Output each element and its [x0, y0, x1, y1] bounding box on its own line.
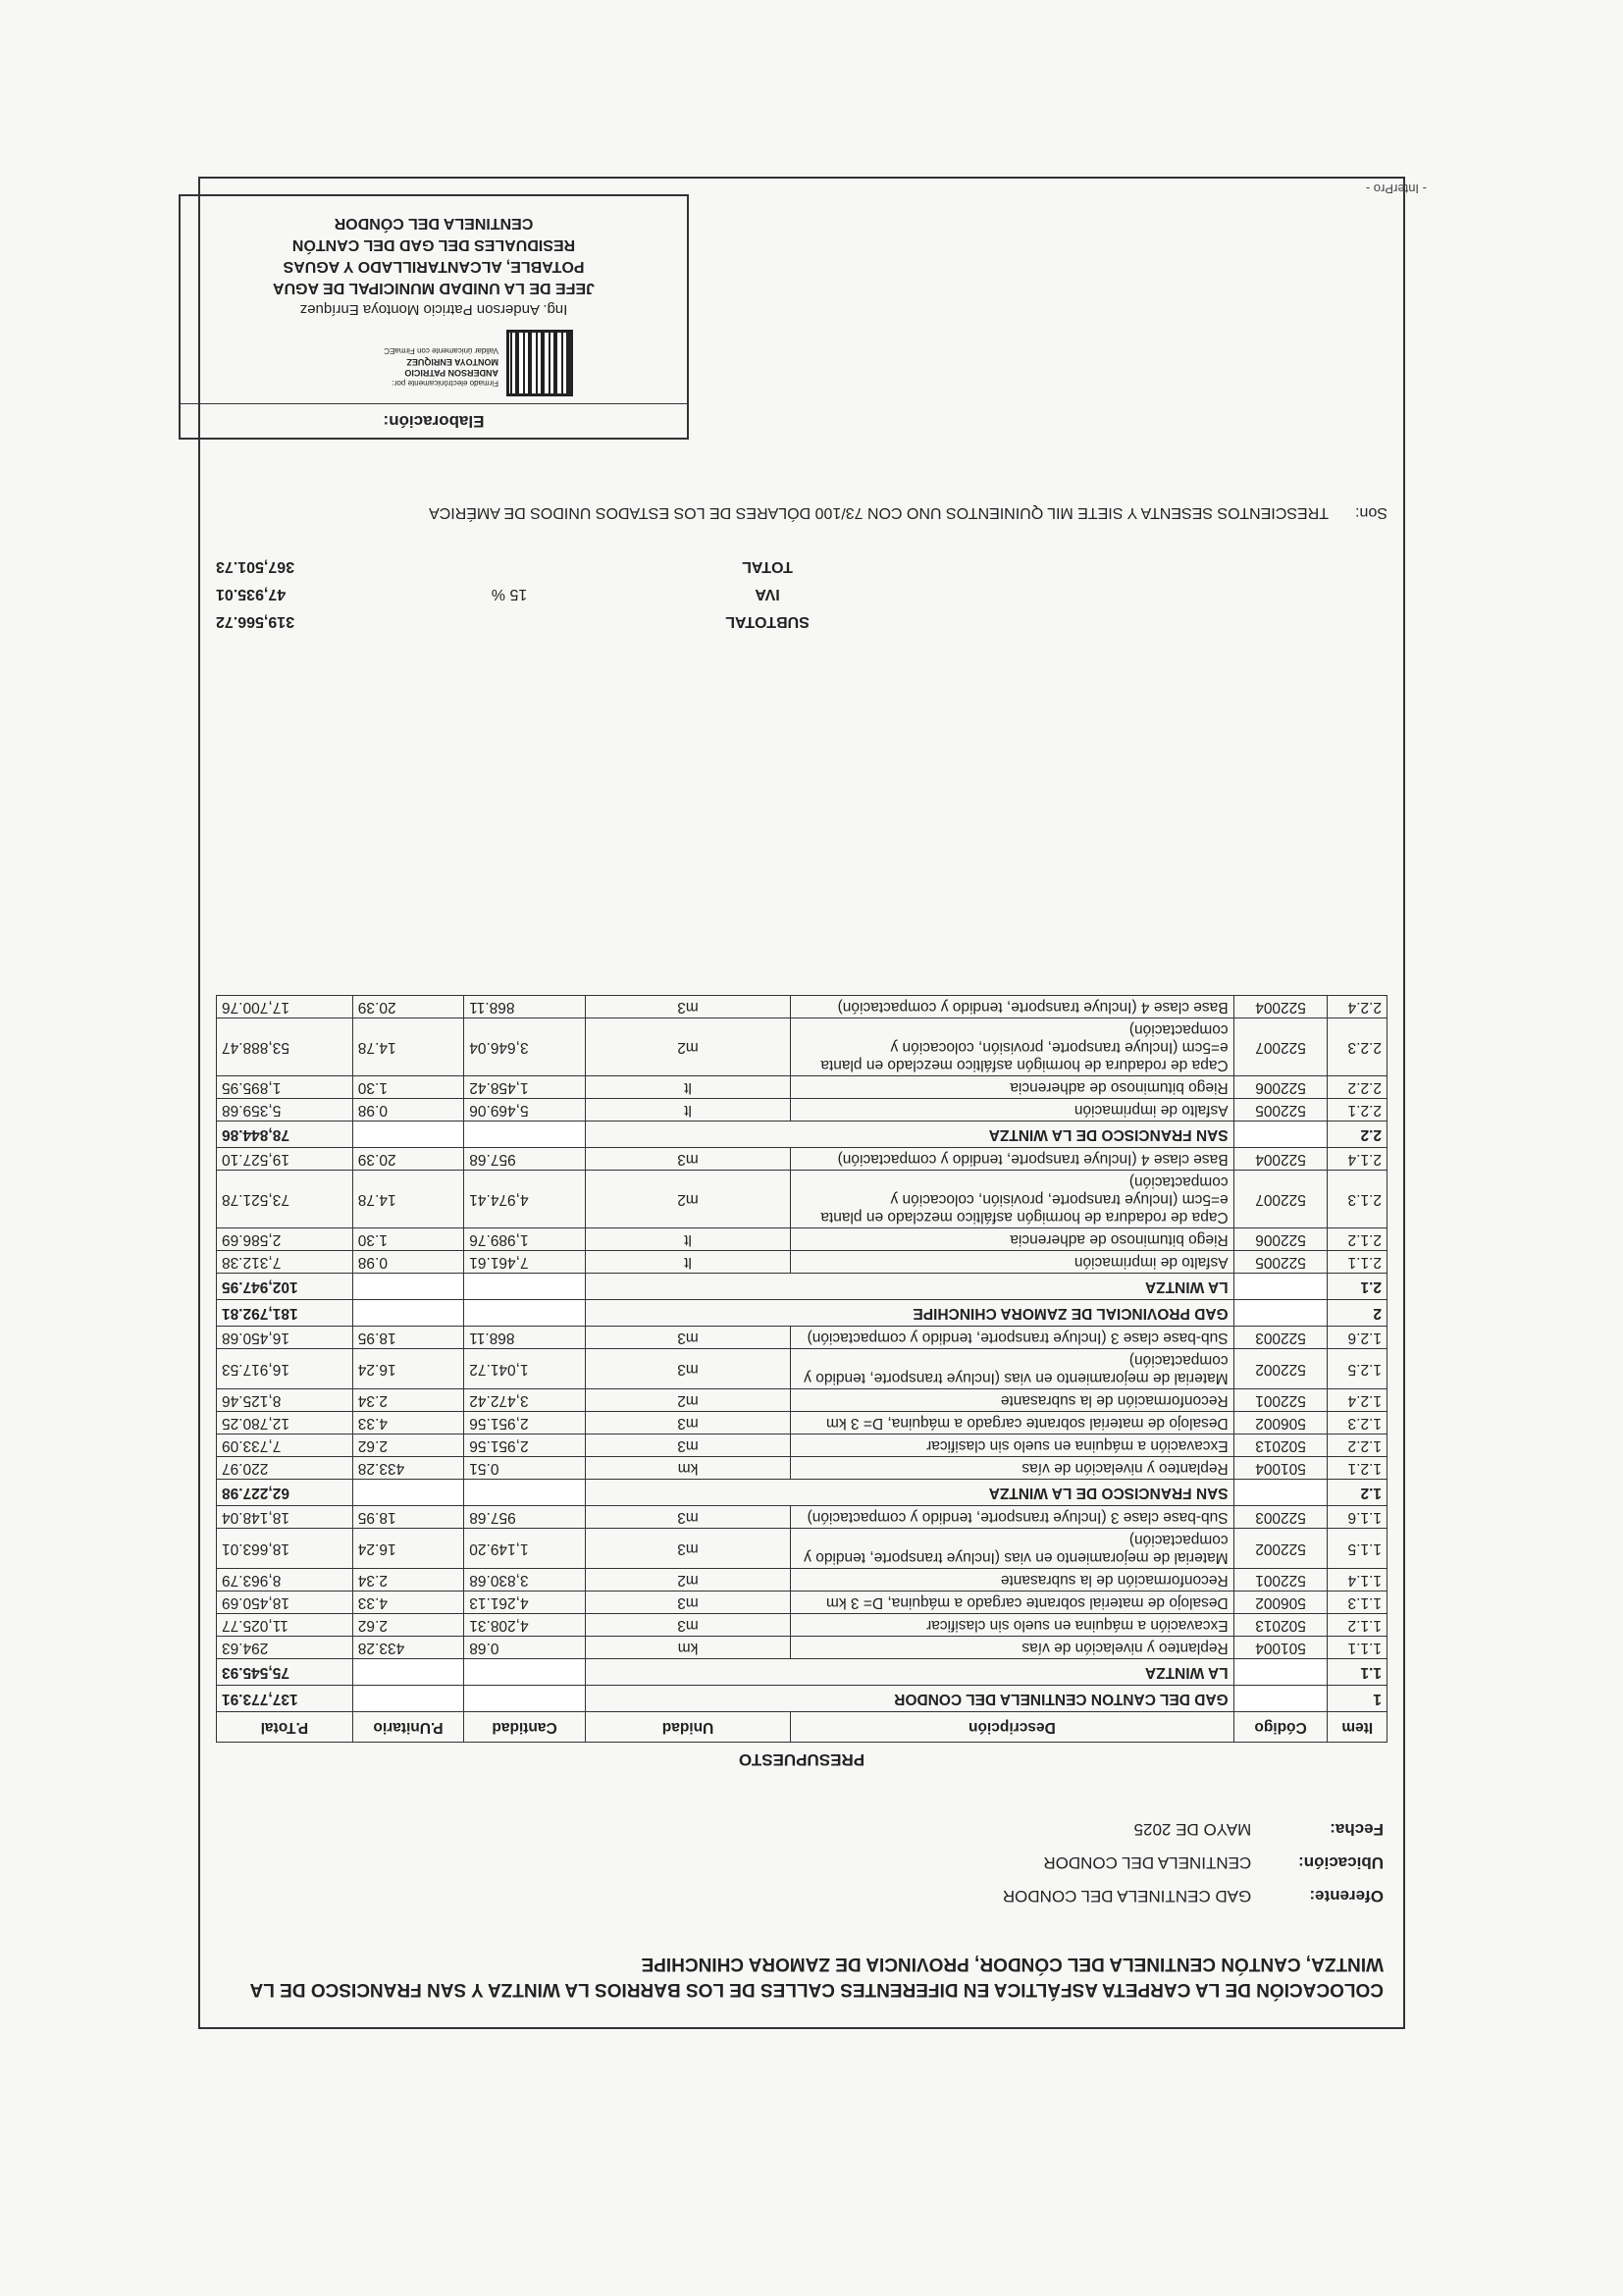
row-item: 2.1.4	[1328, 1148, 1387, 1171]
row-description: Excavación a máquina en suelo sin clasificar	[791, 1435, 1233, 1457]
row-description: Asfalto de imprimación	[791, 1099, 1233, 1122]
row-unit-price: 2.34	[352, 1389, 463, 1412]
signer-title-1: JEFE DE LA UNIDAD MUNICIPAL DE AGUA	[273, 280, 596, 296]
row-unit: m2	[585, 1171, 790, 1228]
row-code: 502013	[1233, 1435, 1328, 1457]
row-quantity: 3,830.68	[464, 1569, 586, 1592]
row-description: Excavación a máquina en suelo sin clasificar	[791, 1614, 1233, 1637]
header-unidad: Unidad	[585, 1712, 790, 1743]
signer-block	[181, 212, 687, 320]
row-unit: lt	[585, 1076, 790, 1099]
row-pu-blank	[352, 1122, 463, 1148]
qr-caption-line-2: ANDERSON PATRICIO	[404, 368, 498, 378]
row-quantity: 868.11	[464, 1327, 586, 1349]
group-row	[217, 1659, 1387, 1686]
row-item: 2.2.2	[1328, 1076, 1387, 1099]
group-description: LA WINTZA	[585, 1659, 1233, 1686]
row-item: 2.1.1	[1328, 1251, 1387, 1274]
row-code: 522001	[1233, 1389, 1328, 1412]
header-item: Item	[1328, 1712, 1387, 1743]
row-item: 1.1.3	[1328, 1592, 1387, 1614]
row-total: 8,963.79	[217, 1569, 353, 1592]
row-item: 1.2.6	[1328, 1327, 1387, 1349]
row-total: 73,521.78	[217, 1171, 353, 1228]
row-item: 1.2.2	[1328, 1435, 1387, 1457]
header-codigo: Código	[1233, 1712, 1328, 1743]
group-row	[217, 1480, 1387, 1506]
row-code: 501004	[1233, 1637, 1328, 1659]
row-code-blank	[1233, 1480, 1328, 1506]
row-quantity: 957.68	[464, 1506, 586, 1529]
row-quantity: 4,974.41	[464, 1171, 586, 1228]
row-pu-blank	[352, 1480, 463, 1506]
row-description: Asfalto de imprimación	[791, 1251, 1233, 1274]
iva-label: IVA	[755, 586, 780, 602]
row-code-blank	[1233, 1122, 1328, 1148]
row-code: 506002	[1233, 1412, 1328, 1435]
budget-table	[216, 995, 1387, 1743]
row-qty-blank	[464, 1300, 586, 1327]
row-unit: m3	[585, 1506, 790, 1529]
row-total: 18,450.69	[217, 1592, 353, 1614]
row-total: 16,450.68	[217, 1327, 353, 1349]
row-item: 2.2.3	[1328, 1018, 1387, 1076]
group-row	[217, 1274, 1387, 1300]
group-description: SAN FRANCISCO DE LA WINTZA	[585, 1122, 1233, 1148]
row-description: Replanteo y nivelación de vías	[791, 1457, 1233, 1480]
qr-caption-line-3: MONTOYA ENRIQUEZ	[406, 357, 498, 367]
row-code: 502013	[1233, 1614, 1328, 1637]
row-code: 506002	[1233, 1592, 1328, 1614]
row-description: Capa de rodadura de hormigón asfáltico mezclado en planta e=5cm (Incluye transporte, provisión, colocación y compactación)	[791, 1018, 1233, 1076]
table-row	[217, 1457, 1387, 1480]
interpro-header: - InterPro -	[1365, 182, 1427, 196]
row-unit-price: 1.30	[352, 1228, 463, 1251]
row-description: Sub-base clase 3 (Incluye transporte, tendido y compactación)	[791, 1327, 1233, 1349]
ubicacion-value: CENTINELA DEL CONDOR	[1043, 1853, 1252, 1872]
row-total: 5,359.68	[217, 1099, 353, 1122]
signer-title-4: CENTINELA DEL CÓNDOR	[334, 215, 534, 232]
row-unit-price: 1.30	[352, 1076, 463, 1099]
group-row	[217, 1300, 1387, 1327]
row-item: 1.1.4	[1328, 1569, 1387, 1592]
row-description: Desalojo de material sobrante cargado a máquina, D= 3 km	[791, 1412, 1233, 1435]
row-item: 2.1	[1328, 1274, 1387, 1300]
iva-percent: 15 %	[491, 586, 528, 602]
group-total: 62,227.98	[217, 1480, 353, 1506]
oferente-row	[1003, 1886, 1384, 1905]
row-unit-price: 4.33	[352, 1592, 463, 1614]
row-unit-price: 433.28	[352, 1637, 463, 1659]
row-unit: m3	[585, 1435, 790, 1457]
iva-value: 47,935.01	[216, 586, 287, 602]
row-quantity: 2,951.56	[464, 1412, 586, 1435]
row-description: Desalojo de material sobrante cargado a máquina, D= 3 km	[791, 1592, 1233, 1614]
fecha-label: Fecha:	[1330, 1820, 1384, 1839]
oferente-value: GAD CENTINELA DEL CONDOR	[1002, 1887, 1252, 1905]
row-unit-price: 16.24	[352, 1529, 463, 1569]
row-total: 2,586.69	[217, 1228, 353, 1251]
row-unit-price: 18.95	[352, 1506, 463, 1529]
group-description: SAN FRANCISCO DE LA WINTZA	[585, 1480, 1233, 1506]
row-description: Material de mejoramiento en vias (Incluye transporte, tendido y compactación)	[791, 1349, 1233, 1389]
row-unit-price: 2.62	[352, 1614, 463, 1637]
signature-box	[179, 194, 689, 440]
budget-frame	[198, 177, 1405, 2029]
row-item: 1.1	[1328, 1659, 1387, 1686]
table-row	[217, 1435, 1387, 1457]
qr-caption-line-4: Validar únicamente con FirmaEC	[384, 346, 498, 355]
row-unit: lt	[585, 1228, 790, 1251]
row-code: 522002	[1233, 1529, 1328, 1569]
group-total: 137,773.91	[217, 1686, 353, 1712]
son-label: Son:	[1355, 504, 1387, 521]
row-code: 522006	[1233, 1228, 1328, 1251]
signer-title-3: RESIDUALES DEL GAD DEL CANTÓN	[291, 236, 576, 253]
row-unit-price: 20.39	[352, 1148, 463, 1171]
row-unit: m3	[585, 1592, 790, 1614]
row-qty-blank	[464, 1480, 586, 1506]
group-description: LA WINTZA	[585, 1274, 1233, 1300]
row-item: 2	[1328, 1300, 1387, 1327]
row-item: 1	[1328, 1686, 1387, 1712]
row-qty-blank	[464, 1274, 586, 1300]
table-row	[217, 1148, 1387, 1171]
header-punitario: P.Unitario	[352, 1712, 463, 1743]
row-description: Reconformación de la subrasante	[791, 1389, 1233, 1412]
ubicacion-row	[1043, 1852, 1384, 1872]
row-unit: m3	[585, 1529, 790, 1569]
row-pu-blank	[352, 1274, 463, 1300]
row-description: Base clase 4 (Incluye transporte, tendido y compactación)	[791, 996, 1233, 1018]
row-item: 2.1.3	[1328, 1171, 1387, 1228]
total-label: TOTAL	[742, 558, 793, 575]
row-unit-price: 2.34	[352, 1569, 463, 1592]
qr-code-icon	[506, 330, 573, 396]
row-code-blank	[1233, 1274, 1328, 1300]
row-item: 2.2.1	[1328, 1099, 1387, 1122]
header-descripcion: Descripción	[791, 1712, 1233, 1743]
row-unit: m3	[585, 1412, 790, 1435]
group-description: GAD DEL CANTON CENTINELA DEL CONDOR	[585, 1686, 1233, 1712]
elaboracion-label: Elaboración:	[181, 403, 687, 438]
row-item: 1.2	[1328, 1480, 1387, 1506]
row-code: 522004	[1233, 996, 1328, 1018]
row-quantity: 1,989.76	[464, 1228, 586, 1251]
row-item: 1.1.2	[1328, 1614, 1387, 1637]
signer-title-2: POTABLE, ALCANTARILLADO Y AGUAS	[283, 258, 585, 275]
row-code: 522002	[1233, 1349, 1328, 1389]
table-row	[217, 1251, 1387, 1274]
oferente-label: Oferente:	[1309, 1887, 1384, 1905]
subtotal-label: SUBTOTAL	[725, 613, 810, 630]
row-total: 17,700.76	[217, 996, 353, 1018]
row-unit: m2	[585, 1389, 790, 1412]
row-quantity: 5,469.06	[464, 1099, 586, 1122]
row-unit-price: 14.78	[352, 1171, 463, 1228]
subtotal-value: 319,566.72	[216, 613, 295, 630]
ubicacion-label: Ubicación:	[1298, 1853, 1384, 1872]
row-code: 522005	[1233, 1099, 1328, 1122]
row-unit-price: 20.39	[352, 996, 463, 1018]
row-unit: m2	[585, 1569, 790, 1592]
header-cantidad: Cantidad	[464, 1712, 586, 1743]
row-total: 8,125.46	[217, 1389, 353, 1412]
row-item: 1.2.1	[1328, 1457, 1387, 1480]
table-row	[217, 996, 1387, 1018]
row-description: Sub-base clase 3 (Incluye transporte, tendido y compactación)	[791, 1506, 1233, 1529]
row-quantity: 4,261.13	[464, 1592, 586, 1614]
row-item: 1.2.3	[1328, 1412, 1387, 1435]
row-code: 522001	[1233, 1569, 1328, 1592]
table-row	[217, 1327, 1387, 1349]
row-description: Reconformación de la subrasante	[791, 1569, 1233, 1592]
header-ptotal: P.Total	[217, 1712, 353, 1743]
fecha-value: MAYO DE 2025	[1133, 1820, 1252, 1839]
row-unit-price: 4.33	[352, 1412, 463, 1435]
row-quantity: 1,041.72	[464, 1349, 586, 1389]
row-qty-blank	[464, 1659, 586, 1686]
row-description: Riego bituminoso de adherencia	[791, 1076, 1233, 1099]
row-unit-price: 16.24	[352, 1349, 463, 1389]
row-quantity: 7,461.61	[464, 1251, 586, 1274]
row-total: 18,663.01	[217, 1529, 353, 1569]
row-item: 2.2	[1328, 1122, 1387, 1148]
row-unit-price: 433.28	[352, 1457, 463, 1480]
row-pu-blank	[352, 1659, 463, 1686]
row-unit: m3	[585, 1327, 790, 1349]
row-code: 522005	[1233, 1251, 1328, 1274]
row-unit: m3	[585, 996, 790, 1018]
row-item: 1.1.5	[1328, 1529, 1387, 1569]
row-unit: m3	[585, 1148, 790, 1171]
row-total: 12,780.25	[217, 1412, 353, 1435]
table-row	[217, 1614, 1387, 1637]
group-description: GAD PROVINCIAL DE ZAMORA CHINCHIPE	[585, 1300, 1233, 1327]
row-unit: m2	[585, 1018, 790, 1076]
row-unit: km	[585, 1637, 790, 1659]
row-total: 19,527.10	[217, 1148, 353, 1171]
table-header-row	[217, 1712, 1387, 1743]
row-unit: lt	[585, 1251, 790, 1274]
table-row	[217, 1637, 1387, 1659]
group-row	[217, 1122, 1387, 1148]
table-row	[217, 1099, 1387, 1122]
row-code-blank	[1233, 1300, 1328, 1327]
row-qty-blank	[464, 1122, 586, 1148]
row-quantity: 868.11	[464, 996, 586, 1018]
table-row	[217, 1412, 1387, 1435]
row-unit: m3	[585, 1349, 790, 1389]
group-total: 78,844.86	[217, 1122, 353, 1148]
table-row	[217, 1349, 1387, 1389]
presupuesto-title: PRESUPUESTO	[738, 1750, 865, 1769]
row-description: Capa de rodadura de hormigón asfáltico mezclado en planta e=5cm (Incluye transporte, provisión, colocación y compactación)	[791, 1171, 1233, 1228]
row-pu-blank	[352, 1300, 463, 1327]
qr-caption-line-1: Firmado electrónicamente por:	[392, 379, 498, 388]
row-total: 220.97	[217, 1457, 353, 1480]
document-title: COLOCACIÓN DE LA CARPETA ASFÁLTICA EN DIFERENTES CALLES DE LOS BARRIOS LA WINTZA Y SAN FRANCISCO DE LA WINTZA, CANTÓN CENTINELA DEL CÓNDOR, PROVINCIA DE ZAMORA CHINCHIPE	[250, 1954, 1384, 2000]
table-row	[217, 1228, 1387, 1251]
row-total: 11,025.77	[217, 1614, 353, 1637]
row-unit-price: 0.98	[352, 1099, 463, 1122]
row-item: 1.2.5	[1328, 1349, 1387, 1389]
row-pu-blank	[352, 1686, 463, 1712]
row-unit-price: 2.62	[352, 1435, 463, 1457]
signer-name: Ing. Anderson Patricio Montoya Enríquez	[299, 301, 568, 318]
row-code: 522004	[1233, 1148, 1328, 1171]
row-item: 2.1.2	[1328, 1228, 1387, 1251]
row-description: Base clase 4 (Incluye transporte, tendido y compactación)	[791, 1148, 1233, 1171]
table-row	[217, 1171, 1387, 1228]
row-total: 1,895.95	[217, 1076, 353, 1099]
row-code: 522003	[1233, 1327, 1328, 1349]
table-row	[217, 1506, 1387, 1529]
row-quantity: 2,951.56	[464, 1435, 586, 1457]
group-total: 181,792.81	[217, 1300, 353, 1327]
table-row	[217, 1389, 1387, 1412]
row-description: Replanteo y nivelación de vías	[791, 1637, 1233, 1659]
table-row	[217, 1018, 1387, 1076]
row-unit-price: 14.78	[352, 1018, 463, 1076]
group-total: 102,947.95	[217, 1274, 353, 1300]
row-quantity: 3,646.04	[464, 1018, 586, 1076]
row-qty-blank	[464, 1686, 586, 1712]
row-code: 522007	[1233, 1171, 1328, 1228]
table-row	[217, 1569, 1387, 1592]
row-code: 522007	[1233, 1018, 1328, 1076]
row-unit: m3	[585, 1614, 790, 1637]
group-row	[217, 1686, 1387, 1712]
son-text: TRESCIENTOS SESENTA Y SIETE MIL QUINIENTOS UNO CON 73/100 DÓLARES DE LOS ESTADOS UNIDOS DE AMÉRICA	[429, 504, 1329, 521]
row-total: 294.63	[217, 1637, 353, 1659]
row-unit: km	[585, 1457, 790, 1480]
group-total: 75,545.93	[217, 1659, 353, 1686]
row-code: 522006	[1233, 1076, 1328, 1099]
row-total: 16,917.53	[217, 1349, 353, 1389]
row-total: 53,888.47	[217, 1018, 353, 1076]
total-value: 367,501.73	[216, 558, 295, 575]
row-description: Riego bituminoso de adherencia	[791, 1228, 1233, 1251]
qr-caption	[384, 345, 498, 389]
row-quantity: 3,472.42	[464, 1389, 586, 1412]
row-quantity: 1,458.42	[464, 1076, 586, 1099]
row-item: 1.1.6	[1328, 1506, 1387, 1529]
row-unit-price: 0.98	[352, 1251, 463, 1274]
row-unit: lt	[585, 1099, 790, 1122]
row-total: 7,312.38	[217, 1251, 353, 1274]
table-row	[217, 1529, 1387, 1569]
row-quantity: 1,149.20	[464, 1529, 586, 1569]
row-item: 1.1.1	[1328, 1637, 1387, 1659]
fecha-row	[1134, 1819, 1384, 1839]
row-unit-price: 18.95	[352, 1327, 463, 1349]
row-quantity: 957.68	[464, 1148, 586, 1171]
row-quantity: 4,208.31	[464, 1614, 586, 1637]
row-code: 522003	[1233, 1506, 1328, 1529]
row-total: 7,733.09	[217, 1435, 353, 1457]
table-row	[217, 1592, 1387, 1614]
row-quantity: 0.51	[464, 1457, 586, 1480]
row-item: 1.2.4	[1328, 1389, 1387, 1412]
table-row	[217, 1076, 1387, 1099]
row-code-blank	[1233, 1686, 1328, 1712]
row-quantity: 0.68	[464, 1637, 586, 1659]
row-code: 501004	[1233, 1457, 1328, 1480]
row-total: 18,148.04	[217, 1506, 353, 1529]
row-description: Material de mejoramiento en vias (Incluye transporte, tendido y compactación)	[791, 1529, 1233, 1569]
row-code-blank	[1233, 1659, 1328, 1686]
row-item: 2.2.4	[1328, 996, 1387, 1018]
